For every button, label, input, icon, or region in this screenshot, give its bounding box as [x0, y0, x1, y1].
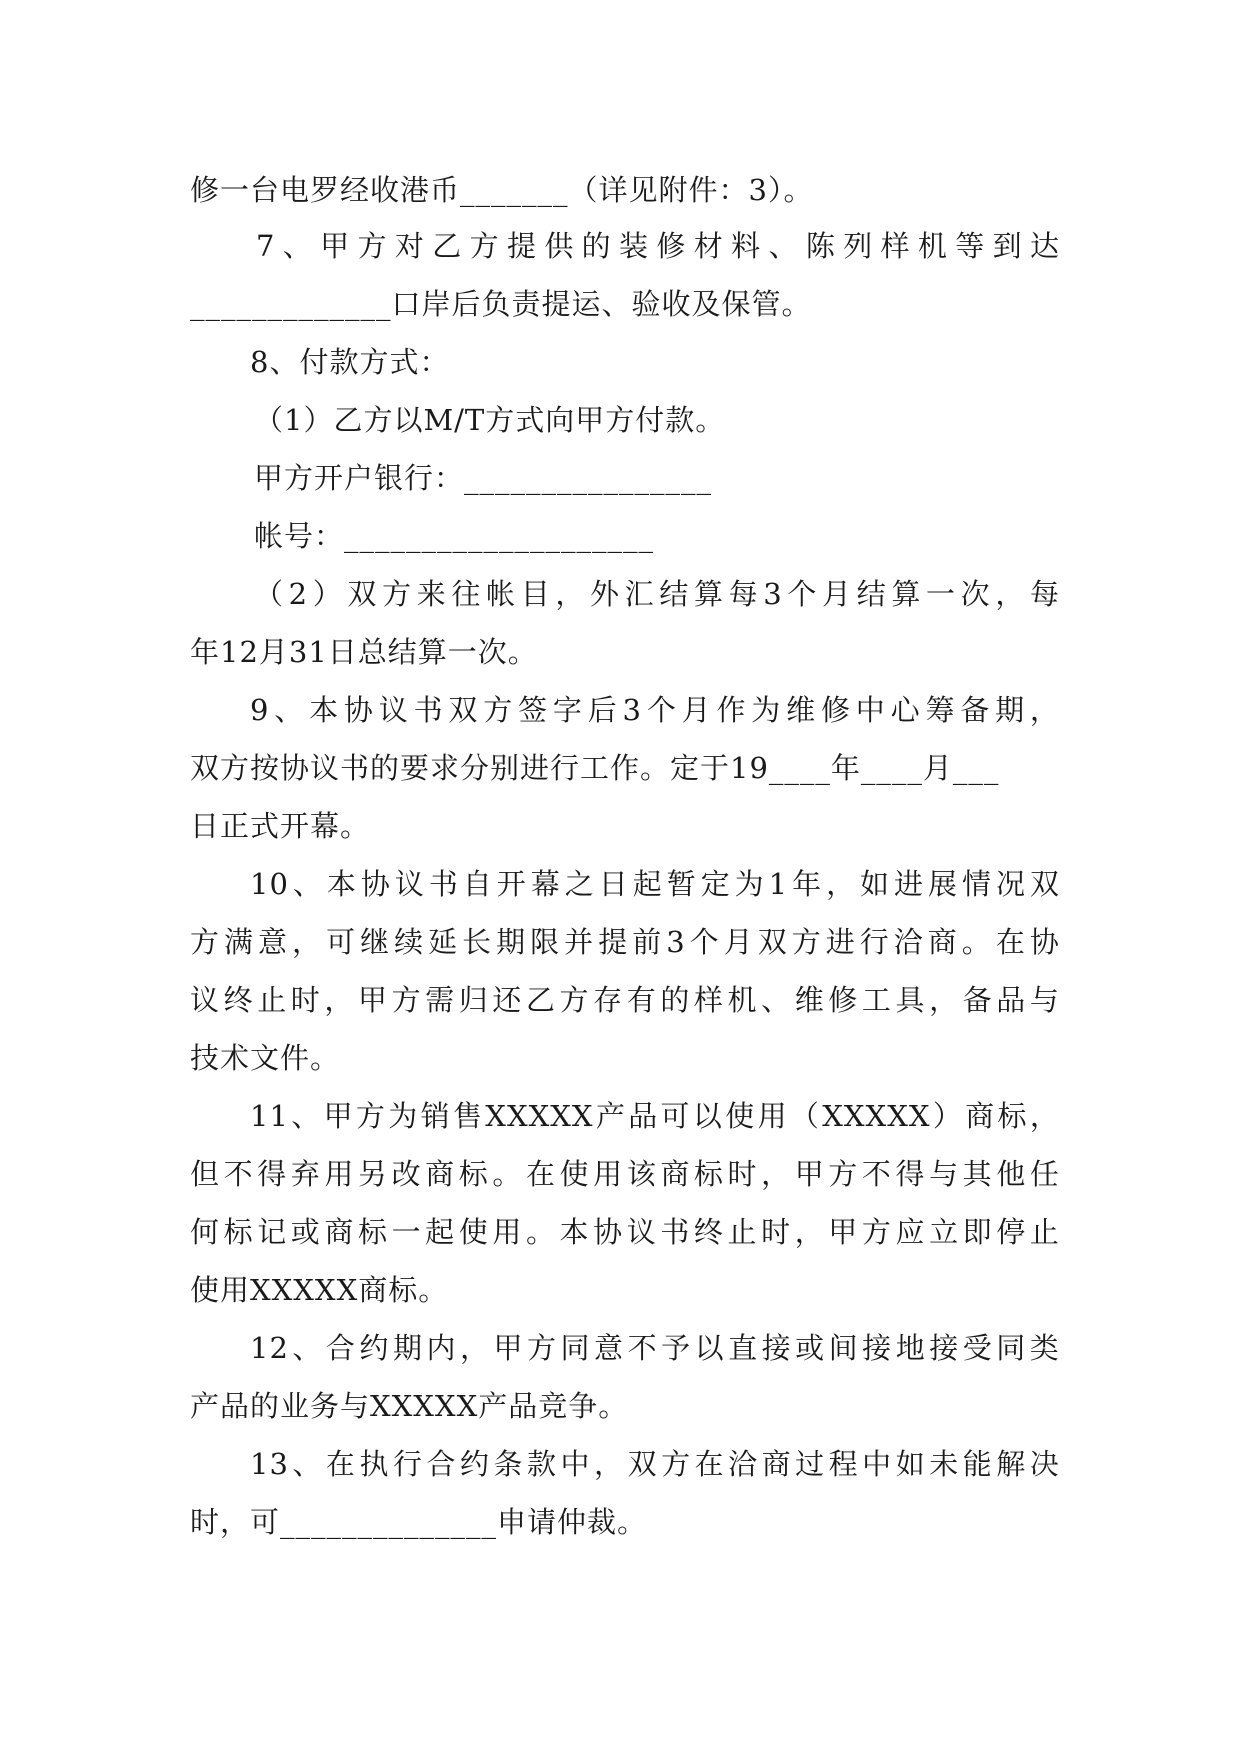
- text-line: _____________口岸后负责提运、验收及保管。: [190, 287, 812, 321]
- glyph: 双: [627, 1447, 658, 1481]
- glyph: 标: [458, 1157, 489, 1191]
- glyph: 方: [382, 577, 413, 611]
- glyph: 双: [347, 577, 378, 611]
- glyph: 备: [962, 983, 993, 1017]
- glyph: 日: [598, 867, 629, 901]
- glyph: ，: [761, 1157, 792, 1191]
- glyph: 方: [559, 983, 590, 1017]
- text-line: 修一台电罗经收港币_______（详见附件：3）。: [190, 173, 814, 207]
- glyph: 在: [525, 1157, 556, 1191]
- glyph: 作: [716, 693, 747, 727]
- glyph: 本: [309, 693, 340, 727]
- glyph: 本: [559, 1215, 590, 1249]
- glyph: 同: [560, 1331, 591, 1365]
- glyph: ，: [995, 577, 1026, 611]
- glyph: ，: [1029, 1099, 1060, 1133]
- glyph: 可: [326, 925, 357, 959]
- glyph: 、: [282, 229, 313, 263]
- glyph: 修: [828, 983, 859, 1017]
- glyph: 使: [559, 1157, 590, 1191]
- text-line-justified: [190, 978, 1060, 1022]
- glyph: 1: [768, 867, 789, 901]
- glyph: 予: [661, 1331, 692, 1365]
- glyph: 记: [257, 1215, 288, 1249]
- glyph: 开: [496, 867, 527, 901]
- glyph: 每: [728, 577, 759, 611]
- glyph: 装: [619, 229, 650, 263]
- glyph: 结: [659, 577, 690, 611]
- glyph: 双: [757, 925, 788, 959]
- glyph: 书: [413, 693, 444, 727]
- glyph: 协: [360, 867, 391, 901]
- glyph: 、: [768, 229, 799, 263]
- glyph: 使: [458, 1215, 489, 1249]
- glyph: 接: [761, 1331, 792, 1365]
- text-line-justified: [250, 1094, 1060, 1138]
- glyph: 维: [794, 983, 825, 1017]
- glyph: 中: [560, 1447, 591, 1481]
- glyph: 接: [862, 1331, 893, 1365]
- glyph: 乙: [432, 229, 463, 263]
- glyph: 一: [926, 577, 957, 611]
- text-line: 年12月31日总结算一次。: [190, 635, 538, 669]
- glyph: 约: [459, 1447, 490, 1481]
- glyph: 在: [325, 1447, 356, 1481]
- glyph: 需: [425, 983, 456, 1017]
- glyph: 前: [632, 925, 663, 959]
- glyph: 满: [224, 925, 255, 959]
- glyph: 双: [1029, 867, 1060, 901]
- glyph: ，: [459, 1331, 490, 1365]
- glyph: 在: [995, 925, 1026, 959]
- glyph: 定: [700, 867, 731, 901]
- glyph: 为: [388, 1099, 419, 1133]
- glyph: 可: [660, 1099, 691, 1133]
- glyph: 7: [256, 229, 276, 263]
- glyph: 对: [394, 229, 425, 263]
- glyph: 本: [326, 867, 357, 901]
- glyph: 终: [693, 1215, 724, 1249]
- glyph: 来: [416, 577, 447, 611]
- glyph: 议: [190, 983, 221, 1017]
- glyph: 用: [757, 1099, 788, 1133]
- glyph: 执: [359, 1447, 390, 1481]
- glyph: 商: [965, 1099, 996, 1133]
- glyph: 方: [861, 1215, 892, 1249]
- glyph: 使: [725, 1099, 756, 1133]
- glyph: 他: [996, 1157, 1027, 1191]
- glyph: 应: [895, 1215, 926, 1249]
- glyph: 、: [291, 1099, 322, 1133]
- text-line-justified: [250, 688, 1060, 732]
- glyph: ，: [292, 925, 323, 959]
- glyph: 时: [290, 983, 321, 1017]
- glyph: 有: [626, 983, 657, 1017]
- glyph: 进: [894, 867, 925, 901]
- text-line-justified: [190, 1210, 1060, 1254]
- glyph: 地: [895, 1331, 926, 1365]
- glyph: 行: [859, 925, 890, 959]
- glyph: 续: [394, 925, 425, 959]
- glyph: 往: [451, 577, 482, 611]
- glyph: 以: [692, 1099, 723, 1133]
- glyph: 还: [492, 983, 523, 1017]
- glyph: 双: [448, 693, 479, 727]
- glyph: 甲: [493, 1331, 524, 1365]
- text-line: 甲方开户银行：________________: [254, 461, 713, 495]
- glyph: 外: [590, 577, 621, 611]
- glyph: 方: [527, 1331, 558, 1365]
- glyph: 不: [627, 1331, 658, 1365]
- glyph: 继: [360, 925, 391, 959]
- glyph: 归: [458, 983, 489, 1017]
- text-line: 技术文件。: [190, 1041, 341, 1075]
- glyph: 幕: [530, 867, 561, 901]
- glyph: 为: [751, 693, 782, 727]
- glyph: 不: [861, 1157, 892, 1191]
- text-line: 8、付款方式：: [250, 345, 450, 379]
- glyph: 方: [190, 925, 221, 959]
- glyph: 期: [392, 1331, 423, 1365]
- glyph: 何: [190, 1215, 221, 1249]
- glyph: 甲: [828, 1215, 859, 1249]
- glyph: ，: [1029, 693, 1060, 727]
- glyph: 用: [593, 1157, 624, 1191]
- glyph: 约: [359, 1331, 390, 1365]
- glyph: 修: [656, 229, 687, 263]
- glyph: 到: [992, 229, 1023, 263]
- glyph: 心: [890, 693, 921, 727]
- glyph: ，: [929, 983, 960, 1017]
- glyph: 止: [727, 1215, 758, 1249]
- glyph: 方: [469, 229, 500, 263]
- text-line: 双方按协议书的要求分别进行工作。定于19____年____月___: [190, 751, 1000, 785]
- text-line-justified: [190, 1152, 1060, 1196]
- glyph: 止: [257, 983, 288, 1017]
- glyph: 提: [598, 925, 629, 959]
- glyph: 。: [492, 1157, 523, 1191]
- glyph: 并: [564, 925, 595, 959]
- glyph: 止: [1029, 1215, 1060, 1249]
- glyph: 暂: [666, 867, 697, 901]
- glyph: 帐: [486, 577, 517, 611]
- glyph: 每: [1029, 577, 1060, 611]
- glyph: （: [789, 1099, 820, 1133]
- glyph: 汇: [624, 577, 655, 611]
- glyph: 协: [593, 1215, 624, 1249]
- glyph: 等: [955, 229, 986, 263]
- glyph: 过: [795, 1447, 826, 1481]
- glyph: 洽: [728, 1447, 759, 1481]
- text-line: 帐号：____________________: [254, 519, 655, 553]
- glyph: 标: [357, 1215, 388, 1249]
- glyph: 合: [325, 1331, 356, 1365]
- glyph: 或: [795, 1331, 826, 1365]
- glyph: 终: [223, 983, 254, 1017]
- glyph: 后: [587, 693, 618, 727]
- glyph: 即: [962, 1215, 993, 1249]
- glyph: 展: [928, 867, 959, 901]
- text-line: 产品的业务与XXXXX产品竞争。: [190, 1389, 629, 1423]
- text-line-justified: [254, 572, 1060, 616]
- glyph: 的: [660, 983, 691, 1017]
- glyph: ）: [312, 577, 343, 611]
- glyph: 间: [828, 1331, 859, 1365]
- glyph: 接: [929, 1331, 960, 1365]
- glyph: 11: [250, 1099, 289, 1133]
- glyph: 长: [462, 925, 493, 959]
- text-line: 时，可______________申请仲裁。: [190, 1505, 648, 1539]
- glyph: 工: [861, 983, 892, 1017]
- glyph: 结: [856, 577, 887, 611]
- text-line-justified: [250, 1442, 1060, 1486]
- glyph: 机: [917, 229, 948, 263]
- glyph: 方: [483, 693, 514, 727]
- glyph: 年: [792, 867, 823, 901]
- glyph: 。: [525, 1215, 556, 1249]
- glyph: 3: [622, 693, 642, 727]
- glyph: 条: [493, 1447, 524, 1481]
- glyph: 该: [626, 1157, 657, 1191]
- glyph: 、: [292, 1447, 323, 1481]
- glyph: 品: [628, 1099, 659, 1133]
- glyph: 洽: [893, 925, 924, 959]
- glyph: 受: [962, 1331, 993, 1365]
- glyph: 不: [223, 1157, 254, 1191]
- glyph: 陈: [805, 229, 836, 263]
- glyph: 议: [378, 693, 409, 727]
- glyph: 商: [927, 925, 958, 959]
- glyph: 在: [694, 1447, 725, 1481]
- glyph: ，: [555, 577, 586, 611]
- glyph: 协: [343, 693, 374, 727]
- glyph: 甲: [357, 983, 388, 1017]
- glyph: 解: [996, 1447, 1027, 1481]
- glyph: 弃: [290, 1157, 321, 1191]
- glyph: 情: [962, 867, 993, 901]
- glyph: 达: [1029, 229, 1060, 263]
- glyph: 2: [288, 577, 309, 611]
- glyph: ，: [594, 1447, 625, 1481]
- text-line-justified: [256, 224, 1060, 268]
- glyph: 、: [292, 867, 323, 901]
- glyph: 签: [518, 693, 549, 727]
- glyph: 售: [452, 1099, 483, 1133]
- glyph: 时: [761, 1215, 792, 1249]
- glyph: 甲: [323, 1099, 354, 1133]
- glyph: 乙: [525, 983, 556, 1017]
- text-line-justified: [250, 1326, 1060, 1370]
- glyph: 程: [828, 1447, 859, 1481]
- glyph: 之: [564, 867, 595, 901]
- glyph: 为: [734, 867, 765, 901]
- text-line-justified: [190, 920, 1060, 964]
- glyph: 商: [425, 1157, 456, 1191]
- glyph: 延: [428, 925, 459, 959]
- glyph: 期: [995, 693, 1026, 727]
- glyph: 一: [391, 1215, 422, 1249]
- glyph: 标: [997, 1099, 1028, 1133]
- glyph: 内: [426, 1331, 457, 1365]
- glyph: 进: [825, 925, 856, 959]
- glyph: 筹: [925, 693, 956, 727]
- glyph: 协: [1029, 925, 1060, 959]
- glyph: 9: [250, 693, 270, 727]
- glyph: 、: [292, 1331, 323, 1365]
- glyph: 提: [506, 229, 537, 263]
- text-line-justified: [250, 862, 1060, 906]
- glyph: 个: [646, 693, 677, 727]
- glyph: 方: [355, 1099, 386, 1133]
- glyph: 用: [492, 1215, 523, 1249]
- glyph: ，: [826, 867, 857, 901]
- glyph: 合: [426, 1447, 457, 1481]
- glyph: 次: [960, 577, 991, 611]
- glyph: 方: [391, 983, 422, 1017]
- glyph: 机: [727, 983, 758, 1017]
- glyph: 方: [828, 1157, 859, 1191]
- glyph: 议: [626, 1215, 657, 1249]
- glyph: 12: [250, 1331, 289, 1365]
- glyph: 算: [693, 577, 724, 611]
- glyph: 3: [666, 925, 686, 959]
- glyph: 未: [929, 1447, 960, 1481]
- glyph: 品: [996, 983, 1027, 1017]
- glyph: 起: [632, 867, 663, 901]
- glyph: 料: [731, 229, 762, 263]
- glyph: 决: [1029, 1447, 1060, 1481]
- text-line: （1）乙方以M/T方式向甲方付款。: [254, 403, 726, 437]
- glyph: 方: [791, 925, 822, 959]
- glyph: 具: [895, 983, 926, 1017]
- glyph: 的: [581, 229, 612, 263]
- glyph: 与: [1029, 983, 1060, 1017]
- glyph: 期: [496, 925, 527, 959]
- glyph: 。: [961, 925, 992, 959]
- glyph: 其: [962, 1157, 993, 1191]
- glyph: 中: [855, 693, 886, 727]
- glyph: 月: [723, 925, 754, 959]
- glyph: 能: [962, 1447, 993, 1481]
- glyph: 中: [862, 1447, 893, 1481]
- glyph: 况: [995, 867, 1026, 901]
- glyph: 甲: [320, 229, 351, 263]
- glyph: 月: [822, 577, 853, 611]
- glyph: 改: [391, 1157, 422, 1191]
- glyph: 限: [530, 925, 561, 959]
- glyph: 商: [660, 1157, 691, 1191]
- glyph: 样: [880, 229, 911, 263]
- glyph: 时: [727, 1157, 758, 1191]
- glyph: 自: [462, 867, 493, 901]
- glyph: 销: [420, 1099, 451, 1133]
- glyph: 立: [929, 1215, 960, 1249]
- glyph: 行: [392, 1447, 423, 1481]
- glyph: 直: [728, 1331, 759, 1365]
- glyph: 停: [996, 1215, 1027, 1249]
- glyph: 样: [693, 983, 724, 1017]
- glyph: ）: [932, 1099, 963, 1133]
- glyph: 得: [895, 1157, 926, 1191]
- glyph: 商: [324, 1215, 355, 1249]
- glyph: 如: [895, 1447, 926, 1481]
- glyph: 产: [595, 1099, 626, 1133]
- glyph: 方: [661, 1447, 692, 1481]
- glyph: 同: [996, 1331, 1027, 1365]
- glyph: 3: [763, 577, 783, 611]
- glyph: 个: [689, 925, 720, 959]
- glyph: 任: [1029, 1157, 1060, 1191]
- glyph: ，: [324, 983, 355, 1017]
- glyph: 方: [357, 229, 388, 263]
- glyph: 13: [250, 1447, 289, 1481]
- glyph: 、: [274, 693, 305, 727]
- glyph: 存: [593, 983, 624, 1017]
- glyph: 议: [394, 867, 425, 901]
- glyph: 意: [594, 1331, 625, 1365]
- glyph: 维: [786, 693, 817, 727]
- glyph: 、: [761, 983, 792, 1017]
- glyph: 另: [357, 1157, 388, 1191]
- glyph: 个: [787, 577, 818, 611]
- text-line: 日正式开幕。: [190, 809, 371, 843]
- glyph: 商: [761, 1447, 792, 1481]
- glyph: 甲: [794, 1157, 825, 1191]
- glyph: 列: [843, 229, 874, 263]
- glyph: 供: [544, 229, 575, 263]
- glyph: 算: [891, 577, 922, 611]
- glyph: 材: [693, 229, 724, 263]
- glyph: 书: [428, 867, 459, 901]
- glyph: 书: [660, 1215, 691, 1249]
- glyph: 10: [250, 867, 289, 901]
- glyph: 以: [694, 1331, 725, 1365]
- glyph: 得: [257, 1157, 288, 1191]
- glyph: 但: [190, 1157, 221, 1191]
- glyph: 标: [693, 1157, 724, 1191]
- glyph: 目: [520, 577, 551, 611]
- glyph: 修: [820, 693, 851, 727]
- glyph: 起: [425, 1215, 456, 1249]
- glyph: 款: [527, 1447, 558, 1481]
- glyph: （: [254, 577, 285, 611]
- glyph: XXXXX: [822, 1099, 931, 1133]
- glyph: 用: [324, 1157, 355, 1191]
- glyph: XXXXX: [485, 1099, 594, 1133]
- glyph: 备: [960, 693, 991, 727]
- glyph: 类: [1029, 1331, 1060, 1365]
- glyph: 字: [552, 693, 583, 727]
- glyph: ，: [794, 1215, 825, 1249]
- glyph: 标: [223, 1215, 254, 1249]
- glyph: 或: [290, 1215, 321, 1249]
- glyph: 如: [860, 867, 891, 901]
- glyph: 意: [258, 925, 289, 959]
- glyph: 与: [929, 1157, 960, 1191]
- glyph: 月: [681, 693, 712, 727]
- text-line: 使用XXXXX商标。: [190, 1273, 449, 1307]
